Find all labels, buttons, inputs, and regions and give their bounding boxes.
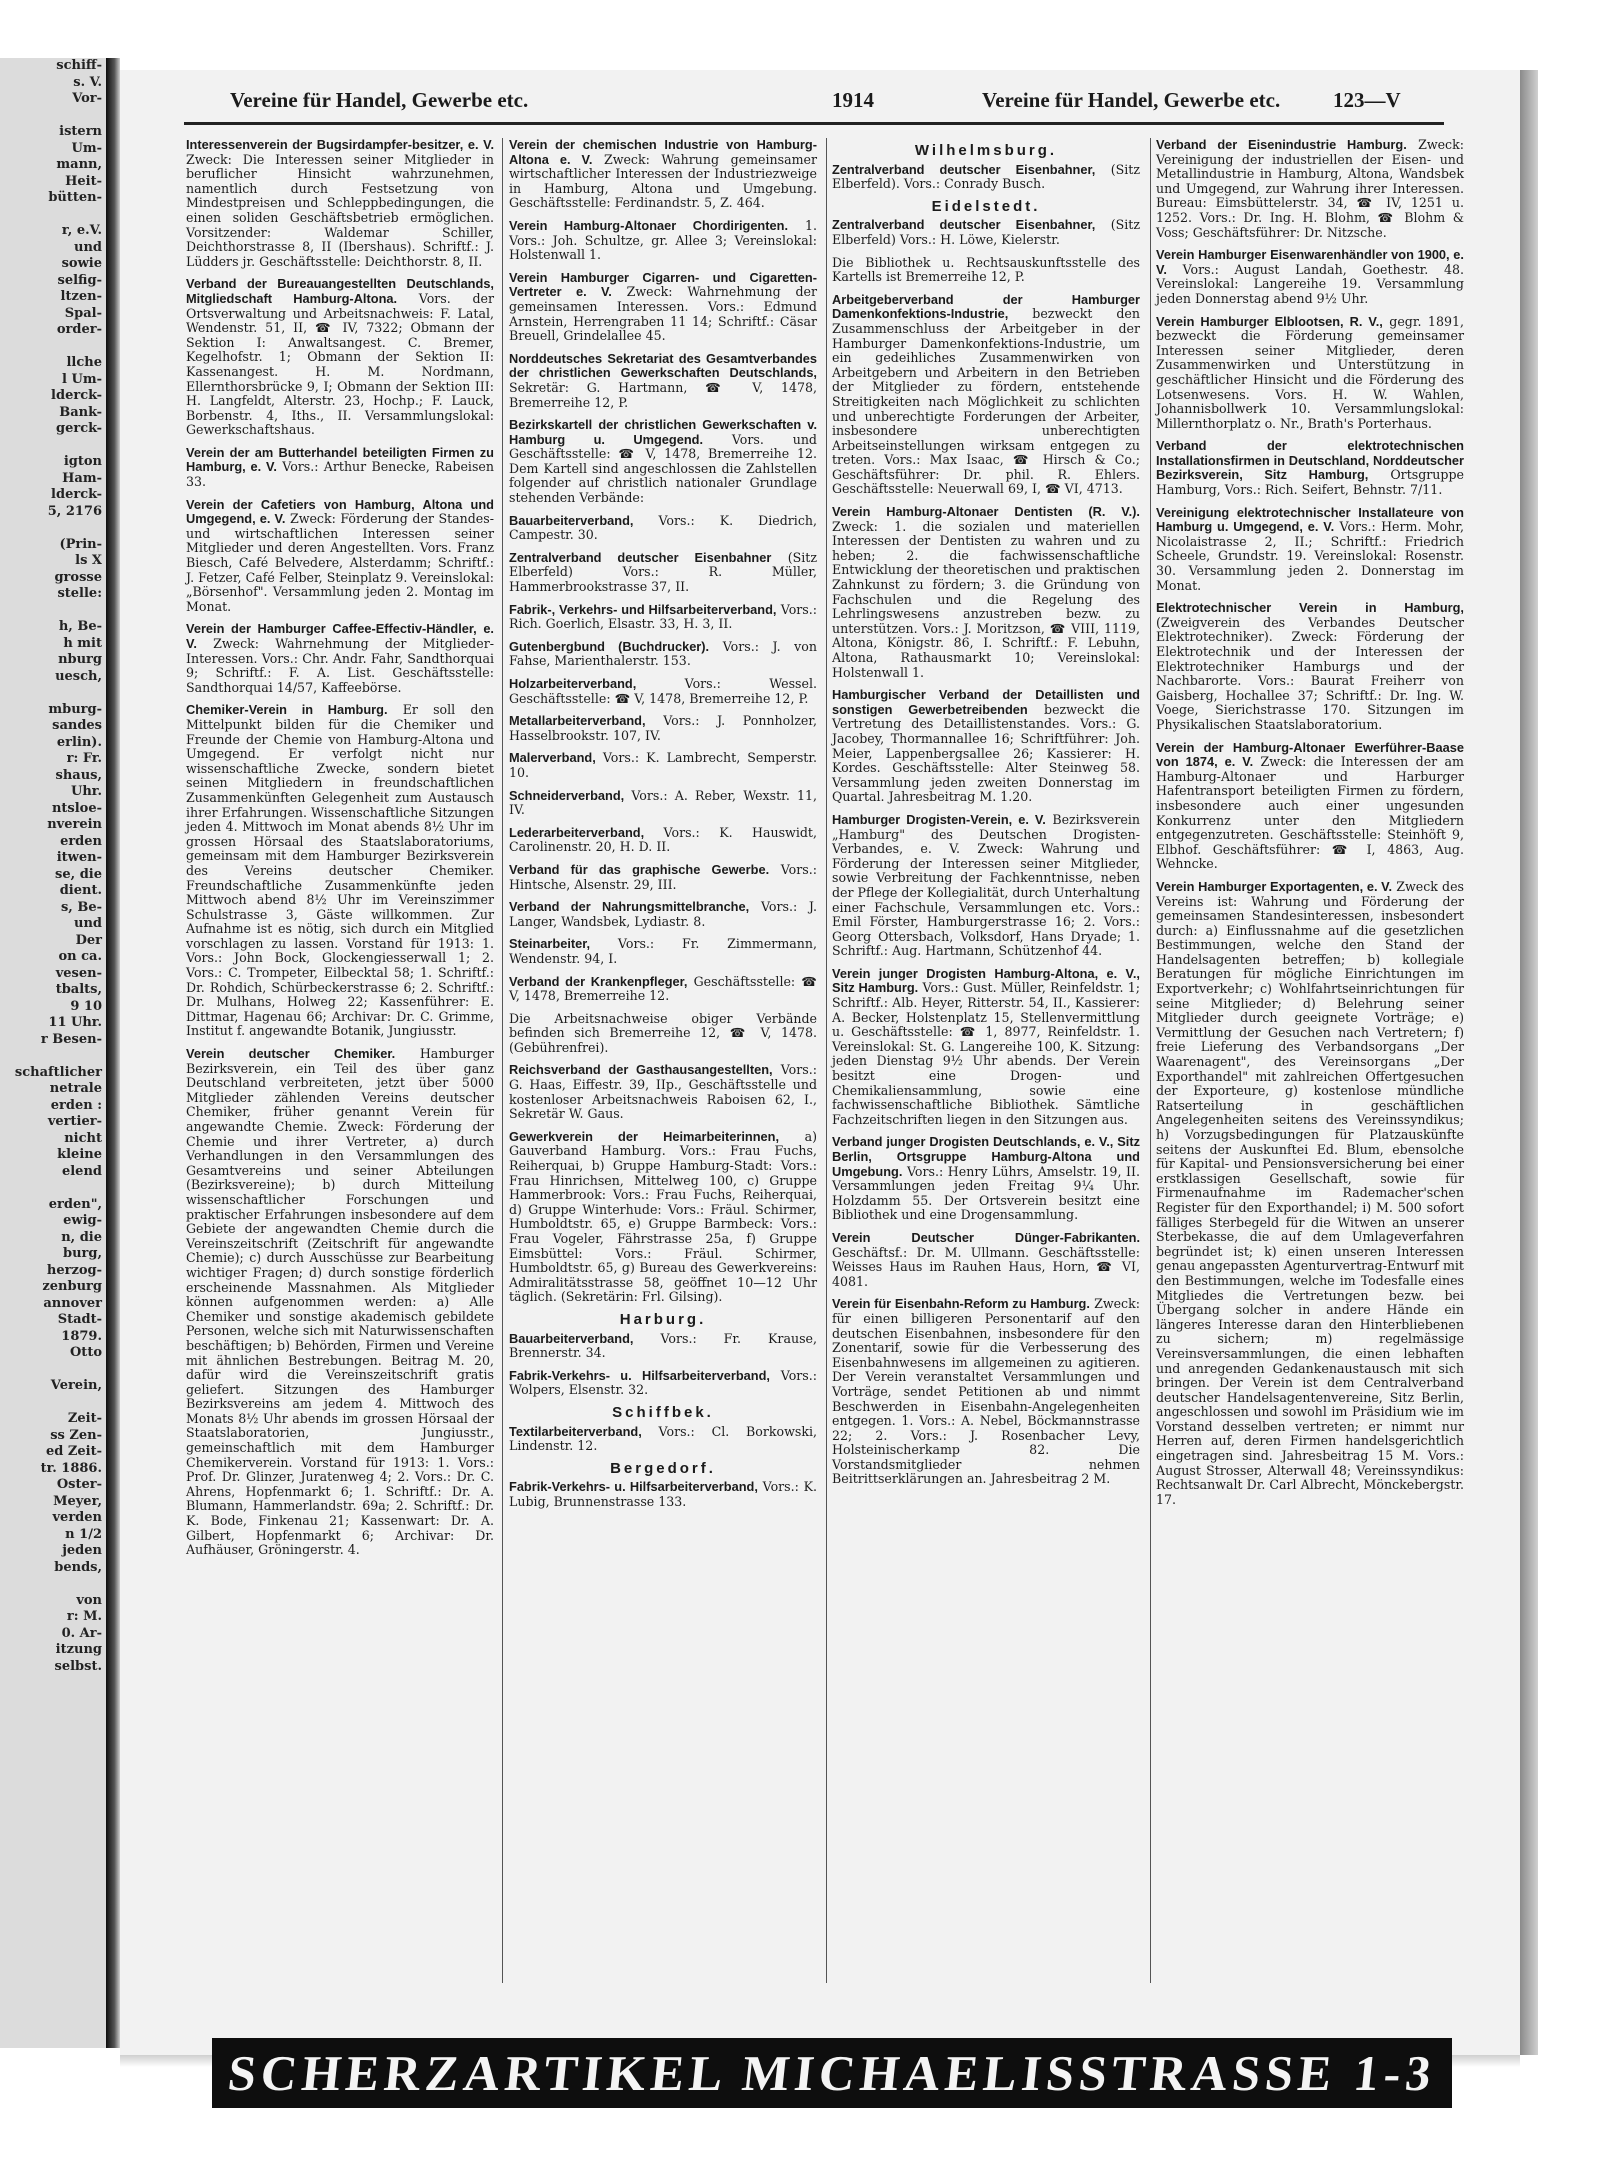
place-heading: Bergedorf. [610, 1459, 716, 1477]
entry-text: Vors.: K. Lubig, Brunnenstrasse 133. [509, 1479, 817, 1509]
entry-text: (Sitz Elberfeld) Vors.: R. Müller, Hammerbrookstrasse 37, II. [509, 549, 817, 595]
entry-title: Verein Hamburger Cigarren- und Cigaretten-Vertreter e. V. [509, 269, 817, 300]
previous-page-line: grosse [54, 569, 102, 585]
entry-title: Verband der elektrotechnischen Installationsfirmen in Deutschland, Norddeutscher Bezirksverein, Sitz Hamburg, [1156, 438, 1464, 483]
previous-page-line: n, die [61, 1229, 102, 1245]
previous-page-line: h, Be- [58, 619, 102, 634]
previous-page-line: istern [59, 124, 102, 139]
entry-text: Die Arbeitsnachweise obiger Verbände befinden sich Bremerreihe 12, ☎ V, 1478. (Gebührenfrei). [509, 1010, 817, 1055]
entry-title: Gewerkverein der Heimarbeiterinnen, [509, 1128, 779, 1144]
entry-title: Fabrik-, Verkehrs- und Hilfsarbeiterverband, [509, 601, 777, 617]
directory-entry [832, 293, 1140, 497]
previous-page-line: bütten- [48, 190, 102, 205]
previous-page-line: s, Be- [60, 899, 102, 915]
directory-entry [832, 1135, 1140, 1223]
directory-entry [509, 1369, 817, 1398]
previous-page-line: uesch, [55, 668, 102, 684]
previous-page-line: 1879. [61, 1328, 102, 1344]
place-heading: Harburg. [619, 1310, 707, 1328]
entry-title: Elektrotechnischer Verein in Hamburg, [1156, 600, 1464, 616]
previous-page-line: nicht [64, 1130, 102, 1146]
directory-entry [509, 271, 817, 344]
previous-page-line: gerck- [55, 421, 102, 436]
previous-page-fragment [0, 58, 110, 2048]
previous-page-line: lderck- [51, 388, 102, 403]
entry-title: Verein der chemischen Industrie von Hamburg-Altona e. V. [509, 137, 817, 167]
column-divider [826, 138, 827, 1983]
previous-page-line: dient. [59, 883, 102, 898]
previous-page-line: stelle: [57, 586, 102, 601]
entry-text: Vors.: Hintsche, Alsenstr. 29, III. [509, 861, 817, 892]
head-rule [184, 122, 1444, 125]
entry-title: Bauarbeiterverband, [509, 512, 634, 528]
book-gutter [106, 58, 120, 2048]
entry-text: Vors.: Henry Lührs, Amselstr. 19, II. Versammlungen jeden Freitag 9¼ Uhr. Holzdamm 55. Der Ortsverein besitzt eine Bibliothek und eine Drogensammlung. [832, 1163, 1140, 1223]
previous-page-line: sowie [61, 256, 102, 271]
previous-page-line: burg, [62, 1246, 102, 1261]
entry-title: Verband für das graphische Gewerbe. [509, 861, 770, 877]
previous-page-line: itzung [55, 1642, 102, 1657]
entry-text: Geschäftsstelle: ☎ V, 1478, Bremerreihe 12. [509, 973, 817, 1004]
entry-title: Verein der Cafetiers von Hamburg, Altona und Umgegend, e. V. [186, 496, 494, 527]
entry-text: Geschäftsf.: Dr. M. Ullmann. Geschäftsstelle: Weisses Haus im Rauhen Haus, Horn, ☎ VI, 4081. [832, 1244, 1140, 1289]
previous-page-line: ltzen- [60, 289, 102, 304]
previous-page-line: erlin). [56, 734, 102, 750]
entry-title: Verein der Hamburger Caffee-Effectiv-Händler, e. V. [186, 621, 494, 651]
previous-page-line [0, 1180, 110, 1197]
entry-title: Verein Hamburg-Altonaer Dentisten (R. V.). [832, 504, 1140, 520]
previous-page-line [0, 438, 110, 455]
directory-entry [509, 863, 817, 892]
previous-page-line: r: M. [66, 1609, 102, 1624]
previous-page-line: ls X [75, 553, 102, 568]
directory-entry [1156, 880, 1464, 1508]
directory-entry [832, 163, 1140, 192]
directory-entry [832, 1297, 1140, 1487]
previous-page-line: nverein [47, 817, 102, 832]
previous-page-line [0, 108, 110, 125]
directory-entry [1156, 741, 1464, 872]
directory-entry [509, 138, 817, 211]
entry-text: bezweckt den Zusammenschluss der Arbeitgeber in der Hamburger Damenkonfektions-Industrie, um ein gedeihliches Zusammenwirken von Arbeitgebern und Arbeitern in den Betrieben der Mitglieder zu fördern, entstehende Streitigkeiten nach Möglichkeit zu schlichten und unberechtigte Forderungen der Arbeiter, insbesondere unberechtigten Arbeitseinstellungen wirksam entgegen zu treten. Vors.: Max Isaac, ☎ Hirsch & Co.; Geschäftsführer: Dr. phil. R. Ehlers. Geschäftsstelle: Neuerwall 69, I, ☎ VI, 4713. [832, 306, 1140, 497]
entry-title: Reichsverband der Gasthausangestellten, [509, 1062, 773, 1078]
directory-entry [186, 446, 494, 490]
directory-entry [509, 418, 817, 506]
previous-page-line: 5, 2176 [47, 503, 102, 519]
entry-title: Verein deutscher Chemiker. [186, 1046, 396, 1062]
previous-page-line: erden", [48, 1196, 102, 1212]
entry-text: Vors.: Herm. Mohr, Nicolaistrasse 2, II.; Schriftf.: Friedrich Scheele, Grundstr. 19. Vereinslokal: Rosenstr. 30. Versammlung jeden 2. Donnerstag im Monat. [1156, 519, 1465, 593]
entry-text: Zweck: Wahrnehmung der Mitglieder-Interessen. Vors.: Chr. Andr. Fahr, Sandthorquai 9; Schriftf.: F. A. List. Geschäftsstelle: Sandthorquai 14/57, Kaffeebörse. [186, 636, 494, 695]
entry-title: Chemiker-Verein in Hamburg. [186, 702, 388, 718]
previous-page-line: h mit [63, 635, 102, 651]
entry-title: Verband der Eisenindustrie Hamburg. [1156, 137, 1407, 152]
entry-text: Vors.: J. Langer, Wandsbek, Lydiastr. 8. [509, 899, 817, 929]
entry-text: Zweck: Förderung der Standes- und wirtschaftlichen Interessen seiner Mitglieder und deren Angestellten. Vors. Franz Biesch, Café Belvedere, Alsterdamm; Schriftf.: J. Fetzer, Café Felber, Steinplatz 9. Vereinslokal: „Börsenhof". Versammlung jeden 2. Montag im Monat. [186, 511, 494, 614]
directory-entry [509, 640, 817, 669]
previous-page-line: shaus, [55, 767, 102, 783]
page-number: 123—V [1333, 88, 1401, 112]
previous-page-line: order- [56, 322, 102, 337]
previous-page-line: Um- [71, 140, 102, 156]
entry-text: gegr. 1891, bezweckt die Förderung gemeinsamer Interessen seiner Mitglieder, deren Zusammenwirken und Unterstützung in geschäftlicher Hinsicht und die Förderung des Lotsenwesens. Vors. H. W. Wahlen, Johannisbollwerk 10. Versammlungslokal: Millernthorplatz o. Nr., Brath's Porterhaus. [1156, 313, 1464, 431]
running-head-right: Vereine für Handel, Gewerbe etc. [982, 88, 1281, 112]
column-3 [832, 138, 1140, 1495]
entry-title: Verband der Bureauangestellten Deutschlands, Mitgliedschaft Hamburg-Altona. [186, 276, 494, 306]
directory-entry [832, 256, 1140, 285]
previous-page-line: 9 10 [70, 998, 102, 1014]
entry-text: Er soll den Mittelpunkt bilden für die Chemiker und Freunde der Chemie von Hamburg-Altona und Umgegend. Er verfolgt nicht nur wissenschaftliche Zwecke, sondern bietet seinen Mitgliedern in freundschaftlichen Zusammenkünften Gelegenheit zum Austausch ihrer Erfahrungen. Wissenschaftliche Sitzungen jeden 4. Mittwoch im Monat abends 8½ Uhr im grossen Hörsaal des Staatslaboratoriums, gemeinsam mit dem Hamburger Bezirksverein des Vereins deutscher Chemiker. Freundschaftliche Zusammenkünfte jeden Mittwoch abend 8½ Uhr im Vereinszimmer Schulstrasse 3, Gäste willkommen. Zur Aufnahme ist es nötig, sich durch ein Mitglied vorschlagen zu lassen. Vorstand für 1913: 1. Vors.: John Bock, Glockengiesserwall 1; 2. Vors.: C. Trompeter, Eilbecktal 58; 1. Schriftf.: Dr. Rohdich, Schürbeckerstrasse 6; 2. Schriftf.: Dr. Mulhans, Holweg 22; Kassenführer: E. Dittmar, Hagenau 66; Archivar: Dr. C. Grimme, Institut f. angewandte Botanik, Jungiusstr. [186, 702, 494, 1039]
directory-entry [1156, 315, 1464, 432]
entry-text: Die Bibliothek u. Rechtsauskunftsstelle des Kartells ist Bremerreihe 12, P. [832, 254, 1140, 285]
directory-entry [1156, 138, 1464, 240]
running-head-year: 1914 [832, 88, 874, 112]
directory-entry [509, 1480, 817, 1509]
previous-page-line: l Um- [62, 371, 102, 387]
previous-page-line: 0. Ar- [61, 1625, 102, 1641]
previous-page-line [0, 1362, 110, 1379]
entry-text: Vors.: Gust. Müller, Reinfeldstr. 1; Schriftf.: Alb. Heyer, Ritterstr. 54, II., Kassierer: A. Becker, Holstenplatz 15, Stellenvermittlung u. Geschäftsstelle: ☎ 1, 8977, Reinfeldstr. 1. Vereinslokal: St. G. Langereihe 100, K. Sitzung: jeden Dienstag 9½ Uhr abends. Der Verein besitzt eine Drogen- und Chemikaliensammlung, sowie eine fachwissenschaftliche Bibliothek. Sämtliche Fachzeitschriften liegen in den Sitzungen aus. [832, 980, 1141, 1127]
previous-page-line [0, 520, 110, 537]
entry-text: Zweck: Wahrung gemeinsamer wirtschaftlicher Interessen der Industriezweige in Hamburg, Altona und Umgebung. Geschäftsstelle: Ferdinandstr. 5, Z. 464. [509, 151, 817, 211]
previous-page-line: selbst. [54, 1658, 102, 1674]
entry-text: Vors.: August Landah, Goethestr. 48. Vereinslokal: Langereihe 19. Versammlung jeden Donnerstag abend 9½ Uhr. [1156, 261, 1464, 306]
previous-page-line: schiff- [56, 58, 102, 73]
entry-title: Verein für Eisenbahn-Reform zu Hamburg. [832, 1296, 1090, 1312]
directory-entry [832, 1231, 1140, 1289]
previous-page-line: Otto [69, 1345, 102, 1360]
directory-entry [509, 900, 817, 929]
previous-page-line: Bank- [59, 404, 102, 420]
entry-title: Interessenverein der Bugsirdampfer-besitzer, e. V. [186, 137, 494, 152]
directory-entry [509, 714, 817, 743]
directory-entry [1156, 439, 1464, 497]
entry-text: Zweck: Wahrnehmung der gemeinsamen Interessen. Vors.: Edmund Arnstein, Herrengraben 11 14; Schriftf.: Cäsar Breuell, Grindelallee 45. [509, 284, 817, 344]
entry-title: Metallarbeiterverband, [509, 713, 646, 729]
column-2 [509, 138, 817, 1518]
entry-text: Vors.: Wessel. Geschäftsstelle: ☎ V, 1478, Bremerreihe 12, P. [509, 676, 817, 706]
running-head [120, 88, 1400, 124]
entry-title: Schneiderverband, [509, 787, 625, 803]
previous-page-line: Meyer, [53, 1493, 102, 1509]
entry-text: Zweck: für einen billigeren Personentarif auf den deutschen Eisenbahnen, insbesondere für den Zonentarif, sowie für die Verbesserung des Eisenbahnwesens im allgemeinen zu agitieren. Der Verein veranstaltet Versammlungen und Vorträge, sendet Petitionen ab und nimmt Beschwerden in Eisenbahn-Angelegenheiten entgegen. 1. Vors.: A. Nebel, Böckmannstrasse 22; 2. Vors.: J. Rosenbacher Levy, Holsteinischerkamp 82. Die Vorstandsmitglieder nehmen Beitrittserklärungen an. Jahresbeitrag 2 M. [832, 1296, 1140, 1487]
entry-text: Bezirksverein „Hamburg" des Deutschen Drogisten-Verbandes, e. V. Zweck: Wahrung und Förderung der Interessen seiner Mitglieder, sowie Verbreitung der Fachkenntnisse, neben der Pflege der Kollegialität, durch Unterhaltung einer Fachschule, Versammlungen etc. Vors.: Emil Förster, Hamburgerstrasse 16; 2. Vors.: Georg Ottersbach, Volksdorf, Hans Dryade; 1. Schriftf.: Aug. Hartmann, Schützenhof 44. [832, 811, 1140, 959]
entry-text: Hamburger Bezirksverein, ein Teil des über ganz Deutschland verbreiteten, jetzt über 5000 Mitglieder zählenden Vereins deutscher Chemiker, früher genannt Verein für angewandte Chemie. Zweck: Förderung der Chemie und ihrer Vertreter, a) durch Verhandlungen in den Versammlungen des Gesamtvereins und seiner Abteilungen (Bezirksvereine); b) durch Mitteilung wissenschaftlicher Forschungen und praktischer Erfahrungen insbesondere auf dem Gebiete der angewandten Chemie durch die Vereinszeitschrift (Zeitschrift für angewandte Chemie); c) durch Ausschüsse zur Bearbeitung wichtiger Fragen; d) durch sonstige förderlich erscheinende Massnahmen. Als Mitglieder können aufgenommen werden: a) Alle Chemiker und sonstige akademisch gebildete Personen, welche sich mit Naturwissenschaften beschäftigen; b) Behörden, Firmen und Vereine mit ähnlichen Bestrebungen. Beitrag M. 20, dafür wird die Vereinszeitschrift gratis geliefert. Sitzungen des Hamburger Bezirksvereins am jedem 4. Mittwoch des Monats 8½ Uhr abends im grossen Hörsaal der Staatslaboratorien, Jungiusstr., gemeinschaftlich mit dem Hamburger Chemikerverein. Vorstand für 1913: 1. Vors.: Prof. Dr. Glinzer, Juratenweg 4; 2. Vors.: Dr. C. Ahrens, Hopfenmarkt 6; 1. Schriftf.: Dr. A. Blumann, Hammerlandstr. 69a; 2. Schriftf.: Dr. K. Bode, Finkenau 21; Kassenwart: Dr. A. Gilbert, Hopfenmarkt 6; Archivar: Dr. Aufhäuser, Gröningerstr. 4. [186, 1046, 494, 1558]
advertisement-text: SCHERZARTIKEL MICHAELISSTRASSE 1-3 [225, 2045, 1439, 2101]
entry-title: Verband der Krankenpfleger, [509, 973, 688, 989]
entry-text: Zweck: Vereinigung der industriellen der Eisen- und Metallindustrie in Hamburg, Altona, Wandsbek und Umgegend, zur Wahrung ihrer Interessen. Bureau: Eimsbüttelerstr. 34, ☎ IV, 1251 u. 1252. Vors.: Dr. Ing. H. Blohm, ☎ Blohm & Voss; Geschäftsführer: Dr. Nitzsche. [1156, 137, 1464, 240]
previous-page-line: und [74, 239, 102, 255]
directory-entry [509, 975, 817, 1004]
previous-page-line [0, 207, 110, 224]
previous-page-line: (Prin- [59, 536, 102, 552]
entry-title: Fabrik-Verkehrs- u. Hilfsarbeiterverband, [509, 1479, 758, 1495]
directory-entry [832, 218, 1140, 247]
directory-entry [186, 703, 494, 1039]
entry-title: Norddeutsches Sekretariat des Gesamtverbandes der christlichen Gewerkschaften Deutschlands, [509, 350, 817, 381]
entry-text: Vors. und Geschäftsstelle: ☎ V, 1478, Bremerreihe 12. Dem Kartell sind angeschlossen die Zahlstellen folgender auf christlich nationaler Grundlage stehenden Verbände: [509, 431, 817, 506]
entry-title: Zentralverband deutscher Eisenbahner, [832, 161, 1096, 177]
previous-page-line: kleine [57, 1147, 102, 1162]
previous-page-line: ewig- [63, 1213, 102, 1228]
previous-page-line: 11 Uhr. [48, 1015, 102, 1030]
entry-title: Bezirkskartell der christlichen Gewerkschaften v. Hamburg u. Umgegend. [509, 417, 817, 447]
entry-title: Bauarbeiterverband, [509, 1330, 634, 1346]
previous-page-line: r: Fr. [66, 751, 102, 766]
previous-page-line: herzog- [46, 1262, 102, 1278]
previous-page-line: Der [75, 932, 102, 948]
previous-page-line: Spal- [64, 305, 102, 321]
entry-title: Verein der am Butterhandel beteiligten Firmen zu Hamburg, e. V. [186, 444, 494, 475]
previous-page-line: nburg [58, 652, 102, 667]
previous-page-line: ss Zen- [50, 1427, 102, 1443]
previous-page-line: netrale [49, 1081, 102, 1096]
entry-title: Verein junger Drogisten Hamburg-Altona, e. V., Sitz Hamburg. [832, 965, 1140, 996]
directory-entry [832, 813, 1140, 959]
previous-page-line: zenburg [42, 1279, 102, 1294]
directory-entry [509, 1425, 817, 1454]
directory-entry [509, 1012, 817, 1056]
previous-page-line: ntsloe- [51, 800, 102, 816]
entry-text: bezweckt die Vertretung des Detaillistenstandes. Vors.: G. Jacobey, Thormannallee 16; Schriftführer: Joh. Meier, Lappenbergsallee 26; Kassierer: H. Kordes. Geschäftsstelle: Alter Steinweg 58. Versammlung jeden zweiten Donnerstag im Quartal. Jahresbeitrag M. 1.20. [832, 701, 1140, 805]
place-heading: Eidelstedt. [931, 197, 1041, 215]
previous-page-line: verden [52, 1510, 102, 1525]
directory-entry [186, 498, 494, 615]
entry-title: Steinarbeiter, [509, 936, 591, 952]
previous-page-line: sandes [52, 718, 102, 733]
directory-entry [832, 688, 1140, 805]
previous-page-line: von [76, 1592, 102, 1608]
directory-entry [1156, 248, 1464, 306]
entry-text: (Sitz Elberfeld) Vors.: H. Löwe, Kielerstr. [832, 217, 1140, 247]
entry-title: Verein Hamburger Exportagenten, e. V. [1156, 878, 1393, 894]
previous-page-line: schaftlicher [14, 1064, 102, 1080]
previous-page-line: Vor- [72, 91, 102, 106]
directory-entry [1156, 506, 1464, 594]
entry-text: a) Gauverband Hamburg. Vors.: Frau Fuchs, Reiherquai, b) Gruppe Hamburg-Stadt: Vors.: Frau Hinrichsen, Mittelweg 100, c) Gruppe Hammerbrook: Vors.: Frau Fuchs, Reiherquai, d) Gruppe Winterhude: Vors.: Fräul. Schirmer, Humboldtstr. 65, e) Gruppe Barmbeck: Vors.: Frau Vogeler, Fährstrasse 25a, f) Gruppe Eimsbüttel: Vors.: Fräul. Schirmer, Humboldtstr. 65, g) Bureau des Gewerkvereins: Admiralitätsstrasse 58, geöffnet 10—12 Uhr täglich. (Sekretärin: Frl. Gilsing). [509, 1128, 817, 1305]
entry-text: Vors.: K. Lambrecht, Semperstr. 10. [509, 750, 817, 780]
entry-title: Malerverband, [509, 750, 596, 766]
column-1 [186, 138, 494, 1566]
place-heading: Wilhelmsburg. [914, 142, 1058, 159]
entry-title: Hamburger Drogisten-Verein, e. V. [832, 811, 1046, 827]
entry-text: Vors. der Ortsverwaltung und Arbeitsnachweis: F. Latal, Wendenstr. 51, II, ☎ IV, 7322; Obmann der Sektion I: Anwaltsangest. C. Bremer, Kegelhofstr. 1; Obmann der Sektion II: Kassenangest. H. M. Nordmann, Ellernthorsbrücke 9, I; Obmann der Sektion III: H. Langfeldt, Alterstr. 23, Hochp.; F. Lauck, Borbenstr. 4, Iths., II. Versammlungslokal: Gewerkschaftshaus. [186, 290, 494, 438]
entry-title: Verein Deutscher Dünger-Fabrikanten. [832, 1229, 1140, 1245]
previous-page-line: selfig- [57, 272, 102, 288]
previous-page-line: tr. 1886. [40, 1460, 102, 1476]
previous-page-line: Verein, [50, 1378, 102, 1393]
entry-text: Vors.: Arthur Benecke, Rabeisen 33. [186, 459, 494, 490]
previous-page-line [0, 603, 110, 620]
entry-title: Fabrik-Verkehrs- u. Hilfsarbeiterverband, [509, 1367, 770, 1383]
entry-title: Verein der Hamburg-Altonaer Ewerführer-Baase von 1874, e. V. [1156, 739, 1464, 770]
entry-text: Vors.: G. Haas, Eiffestr. 39, IIp., Geschäftsstelle und kostenloser Arbeitsnachweis Raboisen 62, I., Sekretär W. Gaus. [509, 1062, 817, 1122]
page-edge-shadow [1520, 70, 1538, 2055]
previous-page-line: r Besen- [40, 1031, 102, 1047]
previous-page-line: lderck- [51, 487, 102, 502]
previous-page-line: Ham- [62, 470, 102, 486]
previous-page-line: on ca. [58, 949, 102, 964]
entry-text: Sekretär: G. Hartmann, ☎ V, 1478, Bremerreihe 12, P. [509, 379, 817, 410]
entry-text: Vors.: J. Ponnholzer, Hasselbrookstr. 107, IV. [509, 713, 817, 743]
previous-page-line [0, 685, 110, 702]
entry-text: Vors.: Cl. Borkowski, Lindenstr. 12. [509, 1423, 817, 1454]
entry-text: Vors.: Wolpers, Elsenstr. 32. [509, 1367, 817, 1398]
directory-entry [186, 277, 494, 438]
directory-entry [186, 138, 494, 269]
advertisement-banner [212, 2038, 1452, 2108]
previous-page-line: mann, [56, 157, 102, 172]
directory-entry [509, 826, 817, 855]
previous-page-line: s. V. [73, 74, 102, 90]
entry-text: Vors.: K. Diedrich, Campestr. 30. [509, 512, 817, 543]
previous-page-line: r, e.V. [61, 223, 102, 238]
column-4 [1156, 138, 1464, 1515]
directory-entry [509, 551, 817, 595]
entry-text: Zweck: die Interessen der am Hamburg-Altonaer und Harburger Hafentransport beteiligten Firmen zu fördern, insbesondere auch einer ungesunden Konkurrenz unter den Mitgliedern entgegenzutreten. Geschäftsstelle: Steinhöft 9, Elbhof. Geschäftsführer: ☎ I, 4863, Aug. Wehncke. [1156, 754, 1464, 872]
previous-page-line: Zeit- [67, 1411, 102, 1426]
directory-entry [509, 352, 817, 410]
directory-entry [186, 622, 494, 695]
previous-page-line: erden : [50, 1097, 102, 1113]
entry-title: Textilarbeiterverband, [509, 1423, 642, 1439]
entry-title: Verband junger Drogisten Deutschlands, e. V., Sitz Berlin, Ortsgruppe Hamburg-Altona und Umgebung. [832, 1134, 1140, 1179]
entry-title: Gutenbergbund (Buchdrucker). [509, 638, 710, 654]
entry-title: Verein Hamburg-Altonaer Chordirigenten. [509, 217, 789, 233]
entry-text: Zweck: 1. die sozialen und materiellen Interessen der Dentisten zu wahren und zu heben; 2. die fachwissenschaftliche Entwicklung der theoretischen und praktischen Zahnkunst zu fördern; 3. die Gründung von Fachschulen und die Regelung des Lehrlingswesens anzustreben bezw. zu unterstützen. Vors.: J. Moritzson, ☎ VIII, 1119, Altona, Königstr. 86, I. Schriftf.: F. Lebuhn, Altona, Rathausmarkt 10; Vereinslokal: Holstenwall 1. [832, 518, 1140, 680]
previous-page-line: Oster- [56, 1477, 102, 1492]
directory-entry [509, 1332, 817, 1361]
entry-text: Vors.: Fr. Zimmermann, Wendenstr. 94, I. [509, 936, 817, 966]
previous-page-line: annover [43, 1295, 102, 1311]
entry-title: Zentralverband deutscher Eisenbahner, [832, 217, 1096, 233]
previous-page-line: igton [63, 454, 102, 469]
directory-entry [509, 603, 817, 632]
directory-entry [1156, 601, 1464, 732]
entry-title: Holzarbeiterverband, [509, 676, 637, 691]
previous-page-line: ed Zeit- [46, 1444, 102, 1459]
place-heading: Schiffbek. [612, 1403, 714, 1421]
directory-entry [509, 1130, 817, 1305]
previous-page-line: vesen- [55, 965, 102, 981]
directory-entry [509, 1063, 817, 1121]
previous-page-line [0, 1576, 110, 1593]
previous-page-line: Stadt- [57, 1312, 102, 1327]
entry-title: Vereinigung elektrotechnischer Installateure von Hamburg u. Umgegend, e. V. [1156, 504, 1464, 535]
entry-text: (Sitz Elberfeld). Vors.: Conrady Busch. [832, 161, 1140, 192]
entry-text: Vors.: Fr. Krause, Brennerstr. 34. [509, 1330, 817, 1361]
previous-page-line [0, 339, 110, 356]
previous-page-line: tbalts, [55, 982, 102, 997]
entry-title: Arbeitgeberverband der Hamburger Damenkonfektions-Industrie, [832, 291, 1140, 322]
previous-page-line: erden [60, 833, 102, 849]
column-divider [1150, 138, 1151, 1983]
column-divider [502, 138, 503, 1983]
previous-page-line: se, die [55, 866, 102, 882]
previous-page-line: mburg- [48, 701, 102, 717]
previous-page-line: Uhr. [71, 784, 102, 799]
previous-page-line: n 1/2 [65, 1526, 102, 1542]
entry-text: Ortsgruppe Hamburg, Vors.: Rich. Seifert, Behnstr. 7/11. [1156, 467, 1464, 498]
previous-page-line [0, 1048, 110, 1065]
entry-text: Vors.: J. von Fahse, Marienthalerstr. 153. [509, 638, 817, 669]
entry-text: Vors.: A. Reber, Wexstr. 11, IV. [509, 787, 817, 818]
entry-title: Verein Hamburger Eisenwarenhändler von 1900, e. V. [1156, 247, 1464, 277]
entry-text: Zweck des Vereins ist: Wahrung und Förderung der gemeinsamen Standesinteressen, insbesondert durch: a) Einflussnahme auf die gesetzlichen Bestimmungen, welche den Stand der Handelsagenten betreffen; b) kollegiale Beratungen für mögliche Einrichtungen im Exportverkehr; c) Wohlfahrtseinrichtungen für seine Mitglieder; d) Belehrung seiner Mitglieder durch geeignete Vorträge; e) Vermittlung der Gesuchen nach Vertretern; f) freie Lieferung des Verbandsorgans „Der Waarenagent", des Vereinsorgans „Der Exporthandel" mit zahlreichen Offertgesuchen der Exporteure, g) kostenlose mündliche Ratserteilung in geschäftlichen Angelegenheiten seitens des Vereinssyndikus; h) Vorzugsbedingungen für Platzauskünfte seitens der Auskunftei Ed. Blum, ebensolche für Kapital- und Pensionsversicherung bei einer erstklassigen Gesellschaft, sowie für Firmenaufnahme im Rademacher'schen Register für den Exporthandel; i) M. 500 sofort fälliges Sterbegeld für die Witwen an unserer Sterbekasse, die auf dem Umlageverfahren begründet ist; k) einen unseren Interessen genau angepassten Agenturvertrag-Entwurf mit den Bestimmungen, welche im Todesfalle eines Mitgliedes die Vertretungen bezw. bei Übergang solcher in andere Hände ein längeres Interesse daran den Hinterbliebenen zu sichern; m) regelmässige Vereinsversammlungen, die einen lebhaften und anregenden Gedankenaustausch mit sich bringen. Der Verein ist dem Centralverband deutscher Handelsagentenvereine, Sitz Berlin, angeschlossen und sowohl im Präsidium wie im Vorstand desselben vertreten; er nimmt nur Herren auf, deren Firmen handelsgerichtlich eingetragen sind. Jahresbeitrag 15 M. Vors.: August Strosser, Alterwall 48; Vereinssyndikus: Rechtsanwalt Dr. Carl Albrecht, Mönckebergstr. 17. [1156, 878, 1464, 1507]
directory-entry [509, 751, 817, 780]
entry-title: Verband der Nahrungsmittelbranche, [509, 899, 750, 915]
previous-page-line: und [74, 916, 102, 931]
previous-page-line: itwen- [56, 850, 102, 865]
entry-text: Vors.: Rich. Goerlich, Elsastr. 33, H. 3, II. [509, 601, 817, 632]
entry-title: Lederarbeiterverband, [509, 824, 645, 840]
previous-page-line: Heit- [65, 173, 102, 189]
directory-entry [509, 937, 817, 966]
directory-entry [832, 967, 1140, 1128]
previous-page-line: elend [61, 1163, 102, 1179]
directory-entry [186, 1047, 494, 1558]
previous-page-line: llche [66, 355, 102, 370]
entry-title: Zentralverband deutscher Eisenbahner [509, 549, 772, 565]
previous-page-line: jeden [62, 1543, 102, 1558]
directory-columns [186, 137, 1465, 1988]
directory-entry [832, 505, 1140, 680]
entry-text: Vors.: K. Hauswidt, Carolinenstr. 20, H. D. II. [509, 824, 817, 855]
previous-page-line: bends, [54, 1559, 102, 1575]
directory-entry [509, 514, 817, 543]
entry-title: Hamburgischer Verband der Detaillisten und sonstigen Gewerbetreibenden [832, 687, 1140, 717]
entry-title: Verein Hamburger Elblootsen, R. V., [1156, 313, 1383, 329]
directory-entry [509, 677, 817, 706]
directory-entry [509, 219, 817, 263]
entry-text: Zweck: Die Interessen seiner Mitglieder in beruflicher Hinsicht wahrzunehmen, namentlich durch Festsetzung von Mindestpreisen und Schleppbedingungen, die einen soliden Geschäftsbetrieb ermöglichen. Vorsitzender: Waldemar Schiller, Deichthorstrasse 8, II (Ibershaus). Schriftf.: J. Lüdders jr. Geschäftsstelle: Deichthorstr. 8, II. [186, 151, 494, 269]
previous-page-line: vertier- [47, 1114, 102, 1129]
directory-entry [509, 789, 817, 818]
entry-text: (Zweigverein des Verbandes Deutscher Elektrotechniker). Zweck: Förderung der Elektrotechnik und der Interessen der Elektrotechniker Hamburgs und der Nachbarorte. Vors.: Baurat Freiherr von Gaisberg, Hochallee 37; Schriftf.: Dr. Ing. W. Voege, Sierichstrasse 170. Sitzungen im Physikalischen Staatslaboratorium. [1156, 614, 1464, 732]
previous-page-line [0, 1395, 110, 1412]
entry-text: 1. Vors.: Joh. Schultze, gr. Allee 3; Vereinslokal: Holstenwall 1. [509, 217, 817, 263]
running-head-left: Vereine für Handel, Gewerbe etc. [230, 88, 529, 112]
